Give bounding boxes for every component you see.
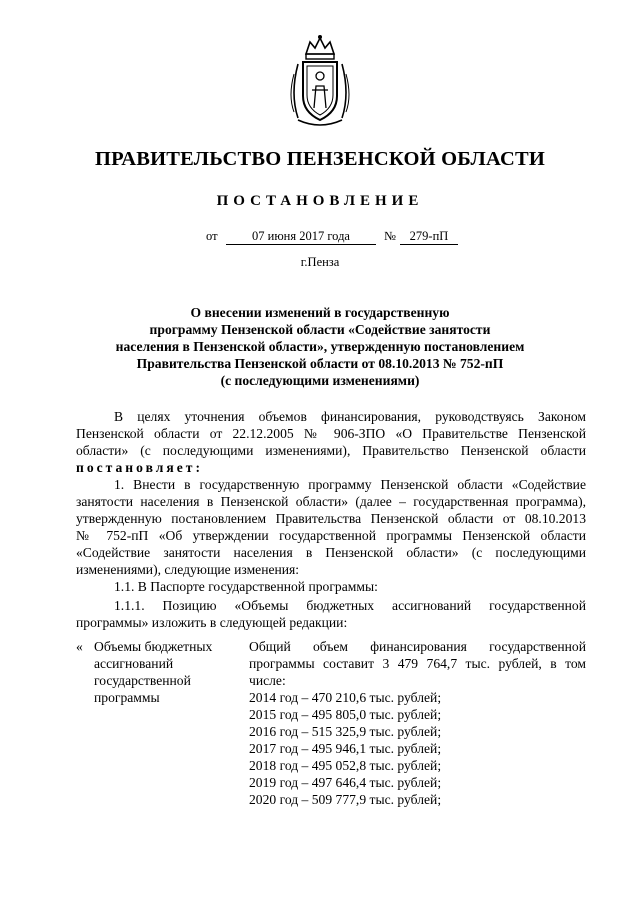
total-line: программы составит 3 479 764,7 тыс. рублей, в том (249, 656, 586, 671)
label-line: ассигнований (94, 656, 174, 671)
total-line: числе: (249, 673, 286, 688)
label-line: программы (94, 690, 160, 705)
text-line: 1.1.1. Позицию «Объемы бюджетных ассигнований государственной (114, 598, 586, 613)
decree-date: 07 июня 2017 года (226, 229, 376, 245)
text-line: области» (с последующими изменениями), Правительство Пензенской области (76, 443, 586, 458)
year-line: 2018 год – 495 052,8 тыс. рублей; (249, 758, 442, 773)
label-line: государственной (94, 673, 191, 688)
document-type: ПОСТАНОВЛЕНИЕ (216, 193, 424, 209)
date-number-line (0, 229, 640, 247)
budget-value-cell (249, 638, 586, 808)
year-line: 2014 год – 470 210,6 тыс. рублей; (249, 690, 442, 705)
text-line: «Содействие занятости населения в Пензенской области» (с последующими (76, 545, 586, 560)
year-line: 2020 год – 509 777,9 тыс. рублей; (249, 792, 442, 807)
text-line: № 752-пП «Об утверждении государственной программы Пензенской области (76, 528, 586, 543)
budget-label (94, 638, 234, 706)
document-title (80, 304, 560, 389)
text-line: Пензенской области от 22.12.2005 № 906-ЗПО «О Правительстве Пензенской (76, 426, 586, 441)
date-prefix: от (206, 229, 218, 243)
total-line: Общий объем финансирования государственной (249, 639, 586, 654)
title-line: (с последующими изменениями) (220, 373, 420, 388)
text-line: занятости населения в Пензенской области» (далее – государственная программа), (76, 494, 586, 509)
year-line: 2019 год – 497 646,4 тыс. рублей; (249, 775, 442, 790)
year-line: 2017 год – 495 946,1 тыс. рублей; (249, 741, 442, 756)
title-line: Правительства Пензенской области от 08.10.2013 № 752-пП (136, 356, 504, 371)
open-quote: « (76, 639, 83, 654)
label-line: Объемы бюджетных (94, 639, 213, 654)
text-line: 1.1. В Паспорте государственной программы: (114, 579, 378, 594)
text-line: изменениями), следующие изменения: (76, 562, 300, 577)
intro-paragraph (76, 408, 586, 476)
text-line: 1. Внести в государственную программу Пензенской области «Содействие (114, 477, 586, 492)
text-line: утвержденную постановлением Правительства Пензенской области от 08.10.2013 (76, 511, 586, 526)
title-line: О внесении изменений в государственную (190, 305, 450, 320)
item-1-1-1-paragraph (76, 597, 586, 631)
text-line: В целях уточнения объемов финансирования, руководствуясь Законом (114, 409, 586, 424)
resolves-word: постановляет: (76, 460, 203, 475)
coat-of-arms-emblem (284, 34, 356, 130)
title-line: населения в Пензенской области», утвержденную постановлением (115, 339, 525, 354)
city: г.Пенза (300, 255, 340, 269)
government-name: ПРАВИТЕЛЬСТВО ПЕНЗЕНСКОЙ ОБЛАСТИ (95, 148, 545, 170)
text-line: программы» изложить в следующей редакции: (76, 615, 348, 630)
year-line: 2016 год – 515 325,9 тыс. рублей; (249, 724, 442, 739)
number-prefix: № (384, 229, 396, 243)
title-line: программу Пензенской области «Содействие занятости (149, 322, 491, 337)
decree-number: 279-пП (400, 229, 458, 245)
item-1-1-paragraph (76, 578, 586, 595)
item-1-paragraph (76, 476, 586, 578)
year-line: 2015 год – 495 805,0 тыс. рублей; (249, 707, 442, 722)
